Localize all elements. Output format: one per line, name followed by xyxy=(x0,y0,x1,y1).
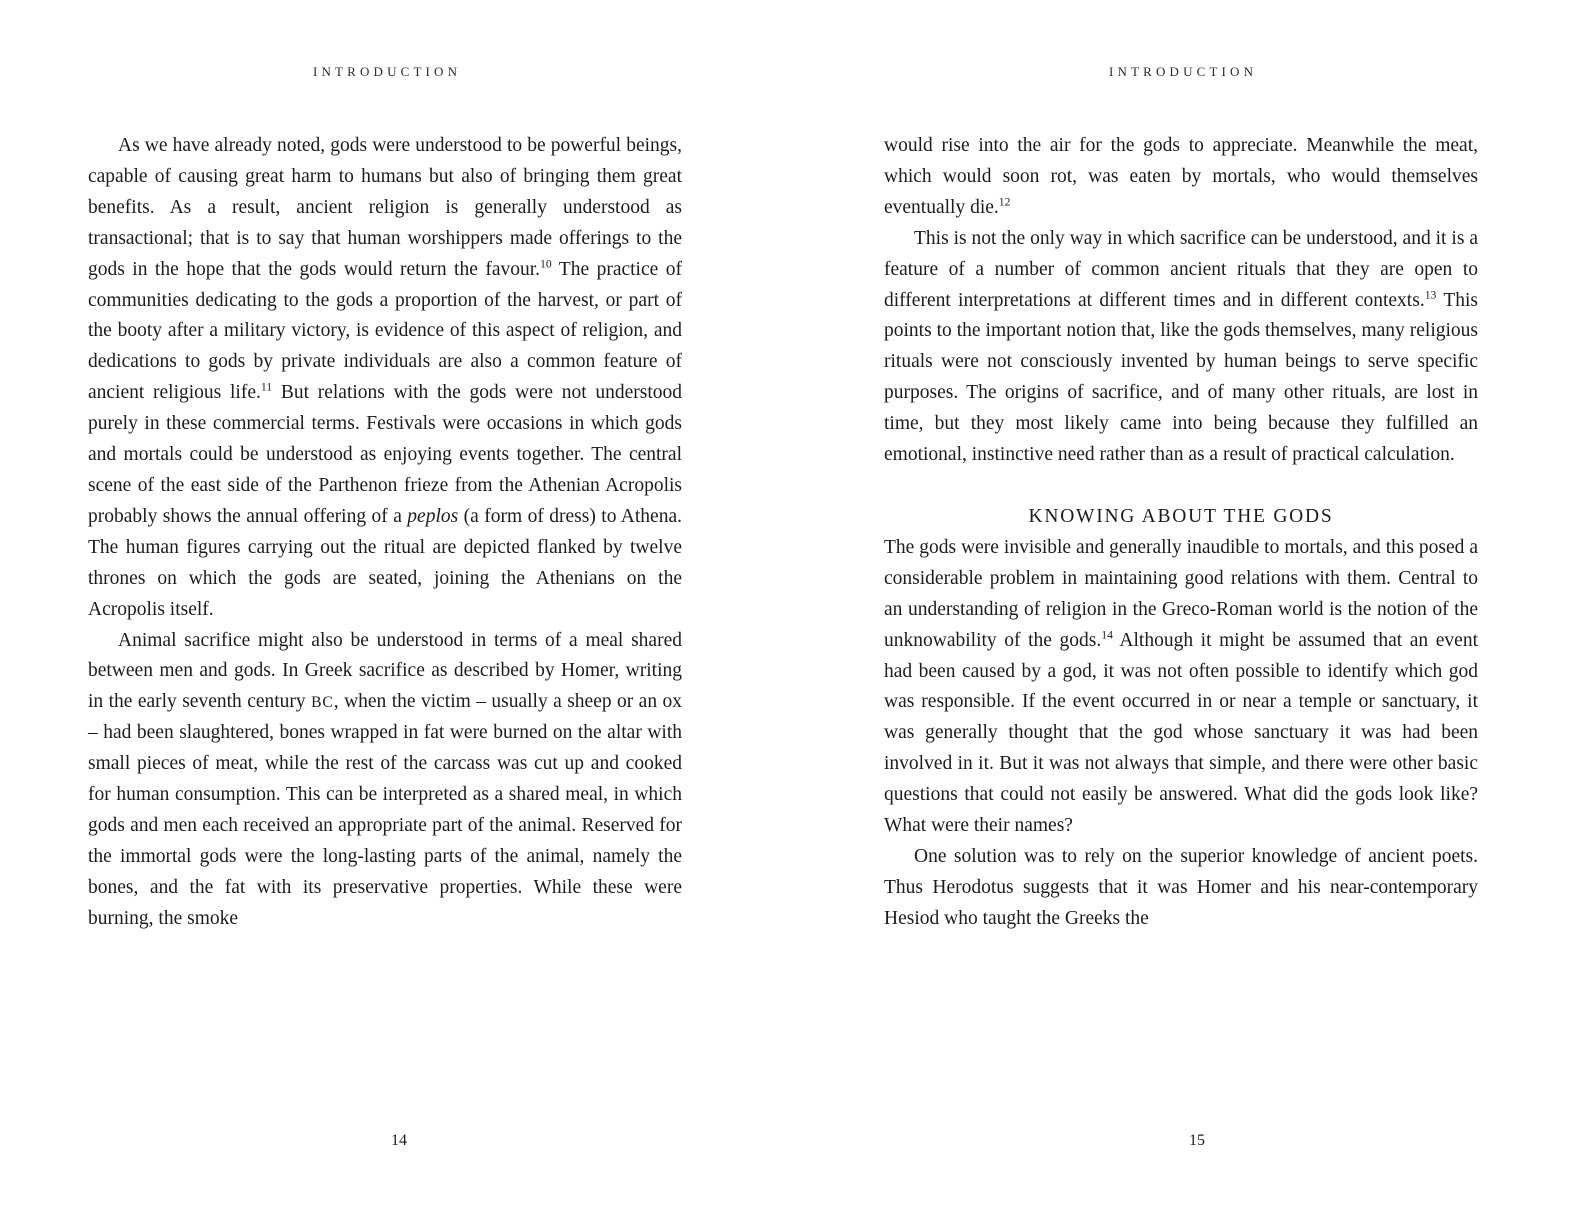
text-run: Although it might be assumed that an event had been caused by a god, it was not often possible to identify which god was responsible. If the event occurred in or near a temple or sanctuary, it was generally thought that the god whose sanctuary it was had been involved in it. But it was not always that simple, and there were other basic questions that could not easily be answered. What did the gods look like? What were their names? xyxy=(884,629,1478,837)
text-run: One solution was to rely on the superior knowledge of ancient poets. Thus Herodotus suggests that it was Homer and his near-contemporary Hesiod who taught the Greeks the xyxy=(884,845,1478,929)
footnote-reference: 10 xyxy=(540,257,552,271)
page-right xyxy=(798,0,1596,1224)
paragraph xyxy=(884,533,1478,842)
running-header-right: INTRODUCTION xyxy=(1109,64,1258,79)
text-run: would rise into the air for the gods to appreciate. Meanwhile the meat, which would soon rot, was eaten by mortals, who would themselves eventually die. xyxy=(884,135,1478,218)
text-run: (a form of dress) to Athena. The human figures carrying out the ritual are depicted flanked by twelve thrones on which the gods are seated, joining the Athenians on the Acropolis itself. xyxy=(88,505,682,620)
text-run: The practice of communities dedicating to the gods a proportion of the harvest, or part of the booty after a military victory, is evidence of this aspect of religion, and dedications to gods by private individuals are also a common feature of ancient religious life. xyxy=(88,258,682,404)
text-run: This is not the only way in which sacrifice can be understood, and it is a feature of a number of common ancient rituals that they are open to different interpretations at different times and in different contexts. xyxy=(884,227,1478,311)
page-body-left xyxy=(88,131,682,935)
paragraph xyxy=(884,131,1478,224)
page-number-left: 14 xyxy=(391,1132,407,1149)
paragraph xyxy=(884,224,1478,471)
paragraph xyxy=(884,842,1478,935)
footnote-reference: 12 xyxy=(998,195,1011,209)
footnote-reference: 14 xyxy=(1101,628,1113,642)
text-run: As we have already noted, gods were understood to be powerful beings, capable of causing great harm to humans but also of bringing them great benefits. As a result, ancient religion is generally understood as transactional; that is to say that human worshippers made offerings to the gods in the hope that the gods would return the favour. xyxy=(88,135,682,280)
page-body-right xyxy=(884,131,1478,935)
text-run: The gods were invisible and generally inaudible to mortals, and this posed a considerable problem in maintaining good relations with them. Central to an understanding of religion in the Greco-Roman world is the notion of the unknowability of the gods. xyxy=(884,536,1478,651)
footnote-reference: 13 xyxy=(1424,288,1437,302)
text-run: This points to the important notion that, like the gods themselves, many religious rituals were not consciously invented by human beings to serve specific purposes. The origins of sacrifice, and of many other rituals, are lost in time, but they most likely came into being because they fulfilled an emotional, instinctive need rather than as a result of practical calculation. xyxy=(884,289,1478,466)
running-header-left: INTRODUCTION xyxy=(313,64,462,79)
page-number-right: 15 xyxy=(1189,1132,1205,1149)
italic-term: peplos xyxy=(407,505,459,527)
footnote-reference: 11 xyxy=(260,380,273,394)
section-heading: KNOWING ABOUT THE GODS xyxy=(1028,505,1334,527)
smallcaps-era: BC xyxy=(311,694,334,712)
text-run: But relations with the gods were not understood purely in these commercial terms. Festivals were occasions in which gods and mortals could be understood as enjoying events together. The central scene of the east side of the Parthenon frieze from the Athenian Acropolis probably shows the annual offering of a xyxy=(88,382,683,527)
paragraph xyxy=(88,131,682,626)
paragraph xyxy=(88,626,682,935)
text-run: , when the victim – usually a sheep or an ox – had been slaughtered, bones wrapped in fat were burned on the altar with small pieces of meat, while the rest of the carcass was cut up and cooked for human consumption. This can be interpreted as a shared meal, in which gods and men each received an appropriate part of the animal. Reserved for the immortal gods were the long-lasting parts of the animal, namely the bones, and the fat with its preservative properties. While these were burning, the smoke xyxy=(88,691,683,929)
text-run: Animal sacrifice might also be understood in terms of a meal shared between men and gods. In Greek sacrifice as described by Homer, writing in the early seventh century xyxy=(88,629,682,713)
